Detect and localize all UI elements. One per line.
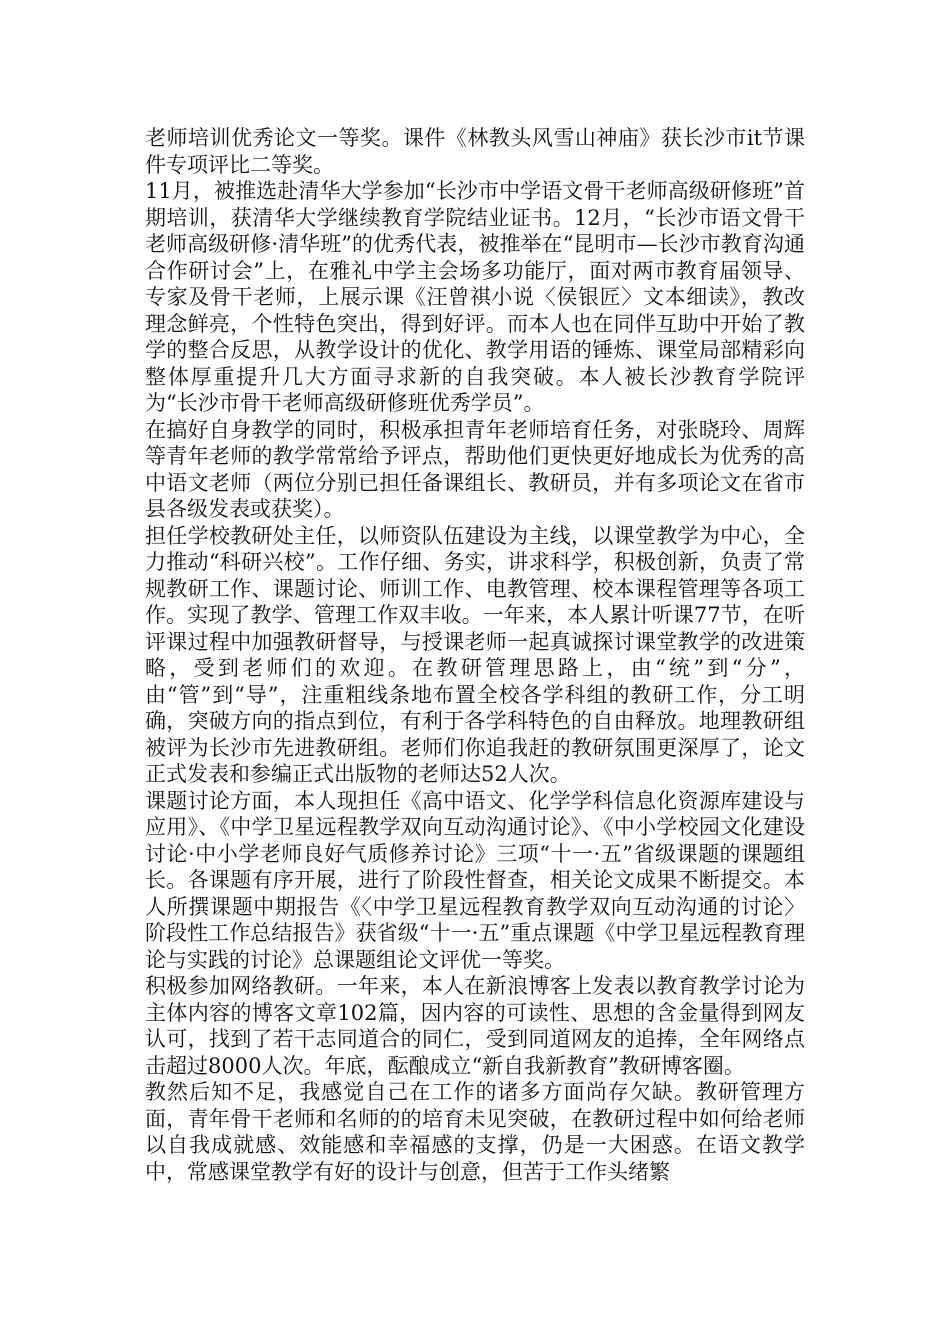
paragraph-research-projects: 课题讨论方面，本人现担任《高中语文、化学学科信息化资源库建设与应用》、《中学卫星远程教学双向互动沟通讨论》、《中小学校园文化建设讨论·中小学老师良好气质修养讨论》三项“十一·五”省级课题的课题组长。各课题有序开展，进行了阶段性督查，相关论文成果不断提交。本人所撰课题中期报告《〈中学卫星远程教育教学双向互动沟通的讨论〉阶段性工作总结报告》获省级“十一·五”重点课题《中学卫星远程教育理论与实践的讨论》总课题组论文评优一等奖。 <box>145 788 805 972</box>
paragraph-online-research: 积极参加网络教研。一年来，本人在新浪博客上发表以教育教学讨论为主体内容的博客文章102篇，因内容的可读性、思想的含金量得到网友认可，找到了若干志同道合的同仁，受到同道网友的追捧，全年网络点击超过8000人次。年底，酝酿成立“新自我新教育”教研博客圈。 <box>145 974 805 1078</box>
paragraph-tsinghua-training: 11月，被推选赴清华大学参加“长沙市中学语文骨干老师高级研修班”首期培训，获清华大学继续教育学院结业证书。12月，“长沙市语文骨干老师高级研修·清华班”的优秀代表，被推举在“昆明市—长沙市教育沟通合作研讨会”上，在雅礼中学主会场多功能厅，面对两市教育届领导、专家及骨干老师，上展示课《汪曾祺小说〈侯银匠〉文本细读》，教改理念鲜亮，个性特色突出，得到好评。而本人也在同伴互助中开始了教学的整合反思，从教学设计的优化、教学用语的锤炼、课堂局部精彩向整体厚重提升几大方面寻求新的自我突破。本人被长沙教育学院评为“长沙市骨干老师高级研修班优秀学员”。 <box>145 179 805 415</box>
document-body <box>145 125 805 1185</box>
paragraph-award: 老师培训优秀论文一等奖。课件《林教头风雪山神庙》获长沙市it节课件专项评比二等奖。 <box>145 126 805 177</box>
paragraph-research-office: 担任学校教研处主任，以师资队伍建设为主线，以课堂教学为中心，全力推动“科研兴校”。工作仔细、务实，讲求科学，积极创新，负责了常规教研工作、课题讨论、师训工作、电教管理、校本课程管理等各项工作。实现了教学、管理工作双丰收。一年来，本人累计听课77节，在听评课过程中加强教研督导，与授课老师一起真诚探讨课堂教学的改进策略，受到老师们的欢迎。在教研管理思路上，由“统”到“分”，由“管”到“导”，注重粗线条地布置全校各学科组的教研工作，分工明确，突破方向的指点到位，有利于各学科特色的自由释放。地理教研组被评为长沙市先进教研组。老师们你追我赶的教研氛围更深厚了，论文正式发表和参编正式出版物的老师达52人次。 <box>145 523 805 786</box>
paragraph-mentoring: 在搞好自身教学的同时，积极承担青年老师培育任务，对张晓玲、周辉等青年老师的教学常常给予评点，帮助他们更快更好地成长为优秀的高中语文老师（两位分别已担任备课组长、教研员，并有多项论文在省市县各级发表或获奖）。 <box>145 417 805 521</box>
paragraph-shortcomings: 教然后知不足，我感觉自己在工作的诸多方面尚存欠缺。教研管理方面，青年骨干老师和名师的的培育未见突破，在教研过程中如何给老师以自我成就感、效能感和幸福感的支撑，仍是一大困惑。在语文教学中，常感课堂教学有好的设计与创意，但苦于工作头绪繁 <box>145 1080 805 1184</box>
